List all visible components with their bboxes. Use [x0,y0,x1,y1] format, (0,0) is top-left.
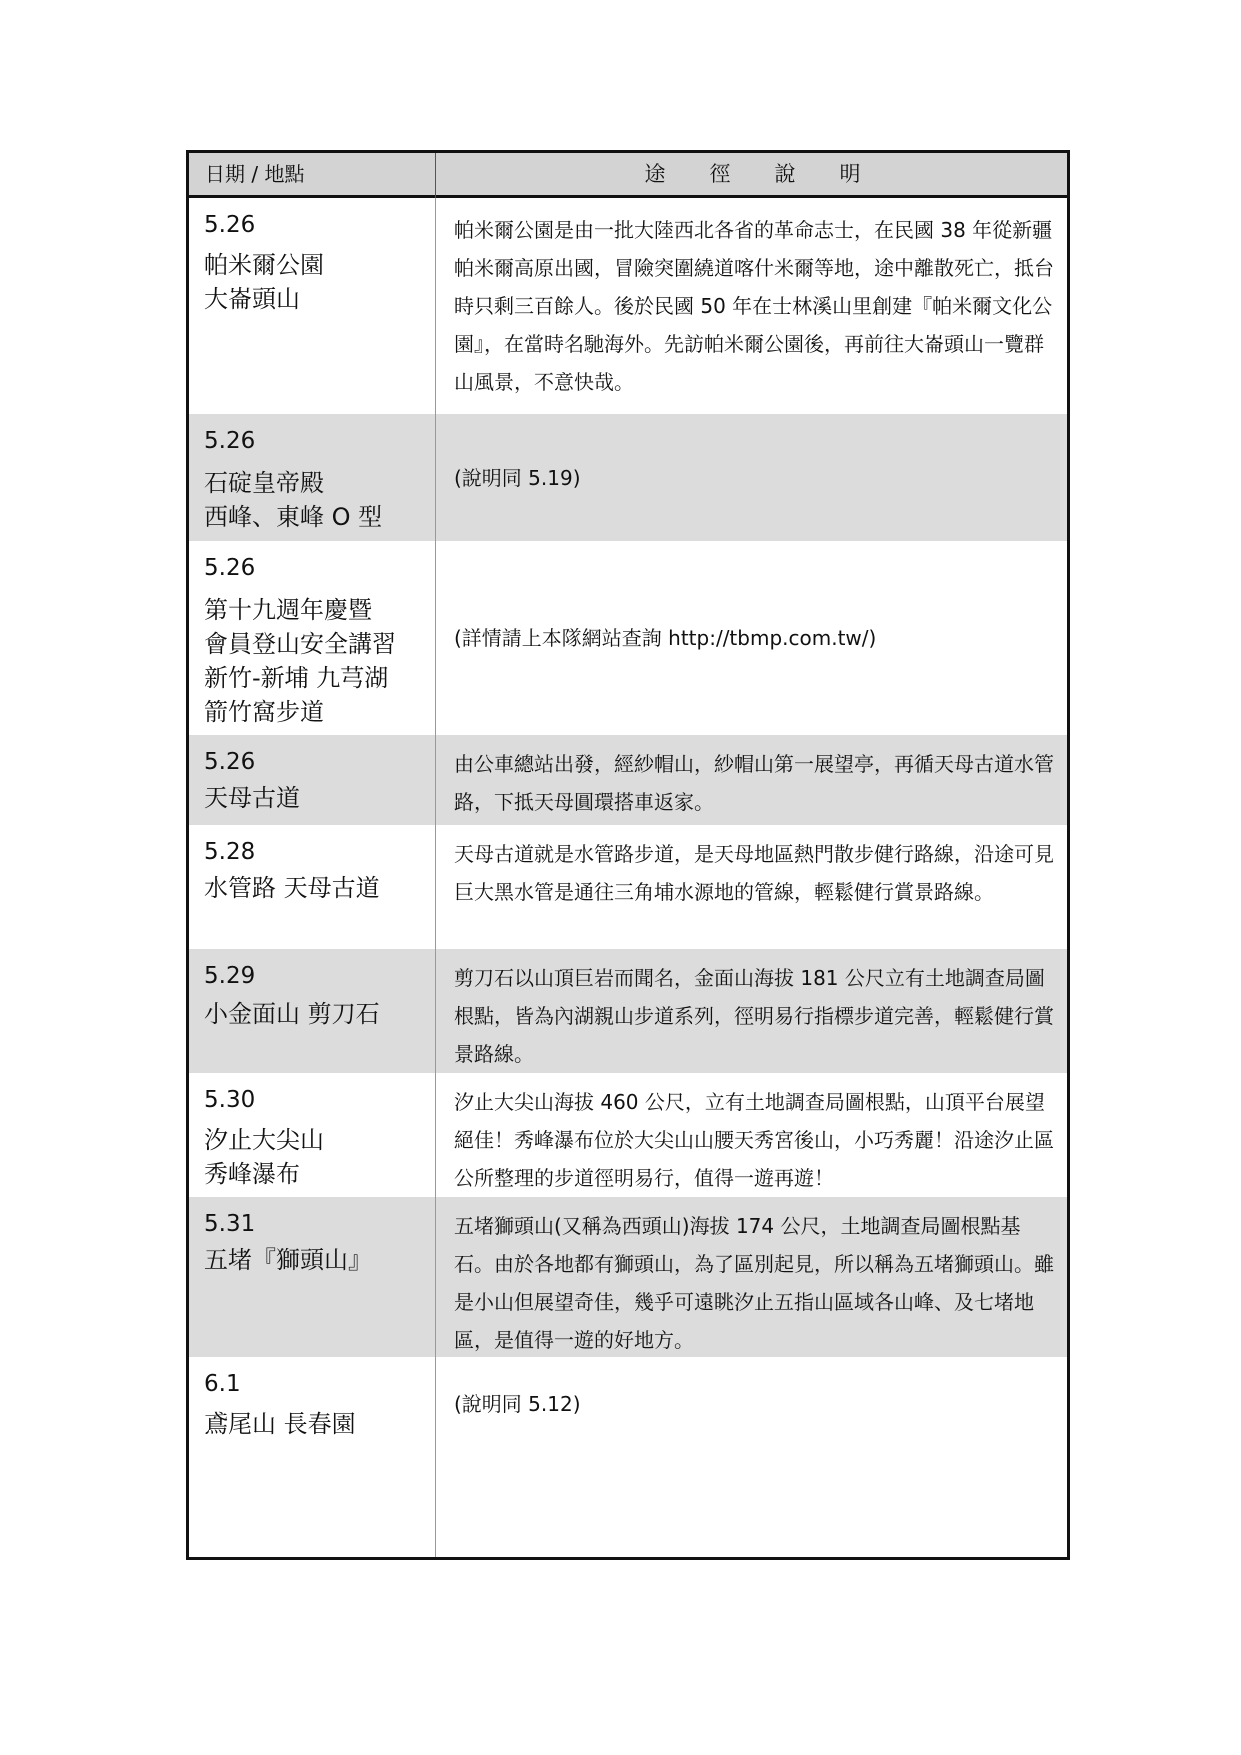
row-date: 5.26 [204,749,256,775]
itinerary-table [186,150,1070,1560]
table-row [189,735,1067,825]
row-place [204,781,429,815]
table-row [189,198,1067,414]
row-date: 5.30 [204,1087,256,1113]
place-line: 大崙頭山 [204,285,300,313]
place-line: 汐止大尖山 [204,1126,324,1154]
row-place [204,997,429,1031]
row-description: (說明同 5.12) [454,1392,581,1416]
header-date-place: 日期 / 地點 [205,162,305,186]
row-date: 5.31 [204,1211,256,1237]
row-description: 剪刀石以山頂巨岩而聞名，金面山海拔 181 公尺立有土地調查局圖根點，皆為內湖親山步道系列，徑明易行指標步道完善，輕鬆健行賞景路線。 [454,966,1054,1066]
row-description: 汐止大尖山海拔 460 公尺，立有土地調查局圖根點，山頂平台展望絕佳！秀峰瀑布位於大尖山山腰天秀宮後山，小巧秀麗！沿途汐止區公所整理的步道徑明易行，值得一遊再遊！ [454,1090,1054,1190]
row-date: 5.28 [204,839,256,865]
place-line: 西峰、東峰 O 型 [204,503,383,531]
row-description: (詳情請上本隊網站查詢 http://tbmp.com.tw/) [454,626,877,650]
place-line: 第十九週年慶暨 [204,596,372,624]
place-line: 天母古道 [204,784,300,812]
header-route-description: 途徑說明 [644,162,905,186]
place-line: 鳶尾山 長春園 [204,1410,356,1438]
place-line: 水管路 天母古道 [204,874,380,902]
place-line: 秀峰瀑布 [204,1160,300,1188]
row-date: 5.26 [204,428,256,454]
place-line: 會員登山安全講習 [204,630,396,658]
row-place [204,1407,429,1441]
row-description: 五堵獅頭山(又稱為西頭山)海拔 174 公尺，土地調查局圖根點基石。由於各地都有獅頭山，為了區別起見，所以稱為五堵獅頭山。雖是小山但展望奇佳，幾乎可遠眺汐止五指山區域各山峰、及七堵地區，是值得一遊的好地方。 [454,1214,1054,1352]
row-place [204,593,429,729]
row-description: 天母古道就是水管路步道，是天母地區熱門散步健行路線，沿途可見巨大黑水管是通往三角埔水源地的管線，輕鬆健行賞景路線。 [454,842,1054,904]
row-description: 由公車總站出發，經紗帽山，紗帽山第一展望亭，再循天母古道水管路，下抵天母圓環搭車返家。 [454,752,1054,814]
row-place [204,466,429,534]
place-line: 新竹-新埔 九芎湖 [204,664,389,692]
place-line: 五堵『獅頭山』 [204,1246,372,1274]
row-date: 5.26 [204,212,256,238]
place-line: 石碇皇帝殿 [204,469,324,497]
place-line: 小金面山 剪刀石 [204,1000,380,1028]
row-place [204,871,429,905]
place-line: 帕米爾公園 [204,251,324,279]
row-place [204,1243,429,1277]
table-row [189,825,1067,949]
row-date: 5.26 [204,555,256,581]
header-column-divider [435,153,436,198]
row-description: 帕米爾公園是由一批大陸西北各省的革命志士，在民國 38 年從新疆帕米爾高原出國，冒險突圍繞道喀什米爾等地，途中離散死亡，抵台時只剩三百餘人。後於民國 50 年在士林溪山里創建『帕米爾文化公園』，在當時名馳海外。先訪帕米爾公園後，再前往大崙頭山一覽群山風景，不意快哉。 [454,218,1054,394]
row-place [204,248,429,316]
place-line: 箭竹窩步道 [204,698,324,726]
table-row [189,1073,1067,1197]
row-date: 5.29 [204,963,256,989]
table-row [189,949,1067,1073]
row-place [204,1123,429,1191]
row-date: 6.1 [204,1371,241,1397]
column-divider [435,153,436,1557]
table-row [189,1357,1067,1557]
table-row [189,541,1067,735]
table-row [189,1197,1067,1357]
table-header [189,153,1067,198]
row-description: (說明同 5.19) [454,465,581,490]
table-row [189,414,1067,541]
